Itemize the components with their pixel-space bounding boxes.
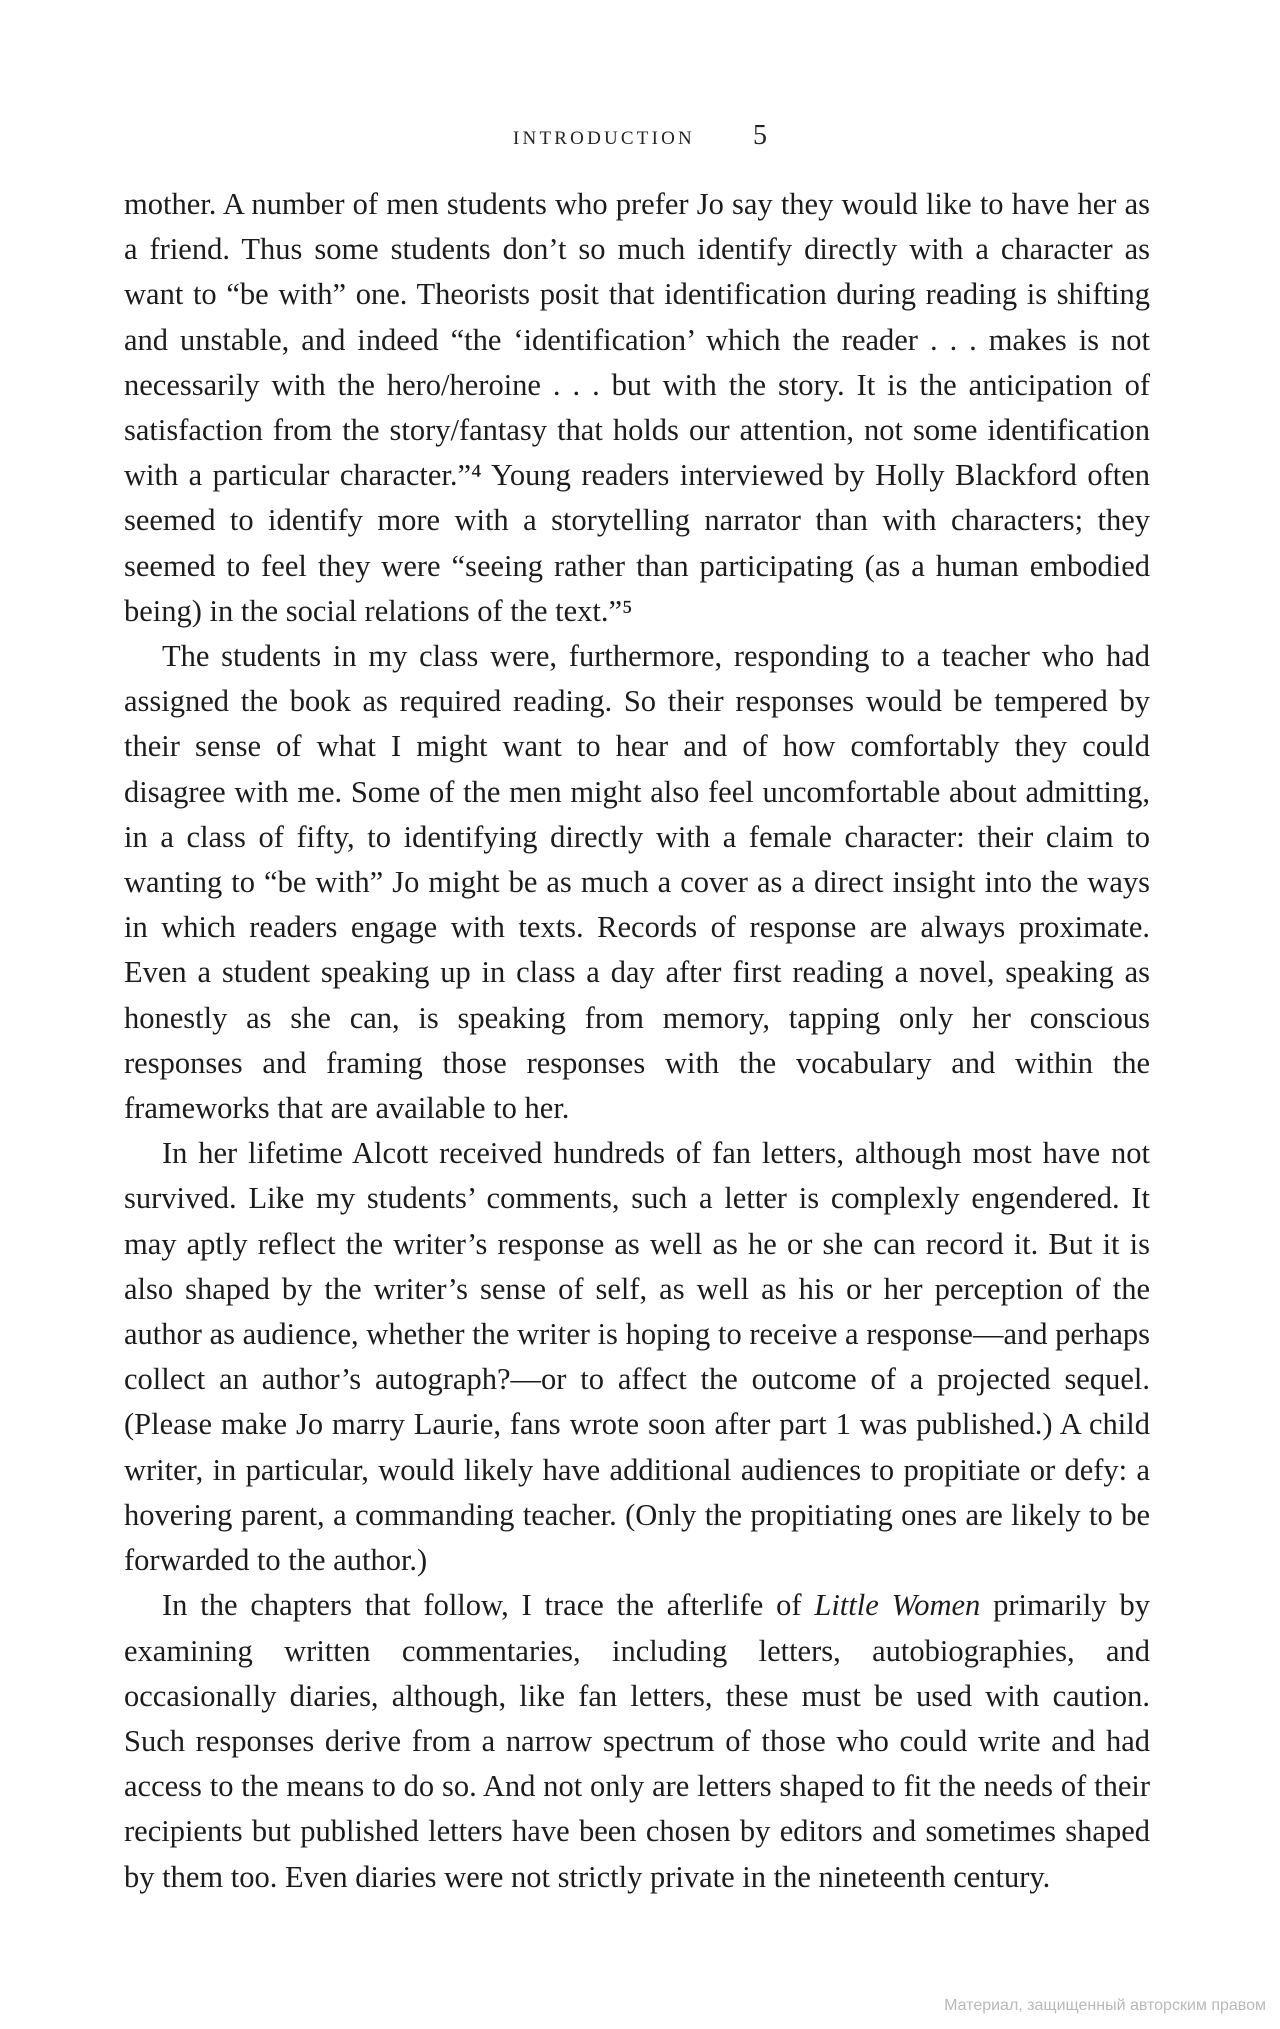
copyright-watermark: Материал, защищенный авторским правом — [944, 1997, 1266, 2014]
page-number: 5 — [752, 120, 767, 151]
running-header — [0, 120, 1280, 152]
running-head-title: INTRODUCTION — [513, 128, 695, 149]
paragraph-4-end: primarily by examining written commentaries, including letters, autobiographies, and occasionally diaries, although, like fan letters, these must be used with caution. Such responses derive from a narrow spectrum of those who could write and had access to the means to do so. And not only are letters shaped to fit the needs of their recipients but published letters have been chosen by editors and sometimes shaped by them too. Even diaries were not strictly private in the nineteenth century. — [124, 1588, 1150, 1894]
paragraph-4-start: In the chapters that follow, I trace the afterlife of — [162, 1588, 815, 1623]
paragraph-4 — [124, 1583, 1150, 1899]
book-title-italic: Little Women — [814, 1588, 981, 1623]
body-text — [124, 182, 1150, 1900]
paragraph-3: In her lifetime Alcott received hundreds of fan letters, although most have not survived. Like my students’ comments, such a letter is complexly engendered. It may aptly reflect the writer’s response as well as he or she can record it. But it is also shaped by the writer’s sense of self, as well as his or her perception of the author as audience, whether the writer is hoping to receive a response—and perhaps collect an author’s autograph?—or to affect the outcome of a projected sequel. (Please make Jo marry Laurie, fans wrote soon after part 1 was published.) A child writer, in particular, would likely have additional audiences to propitiate or defy: a hovering parent, a commanding teacher. (Only the propitiating ones are likely to be forwarded to the author.) — [124, 1136, 1150, 1578]
paragraph-2: The students in my class were, furthermore, responding to a teacher who had assigned the book as required reading. So their responses would be tempered by their sense of what I might want to hear and of how comfortably they could disagree with me. Some of the men might also feel uncomfortable about admitting, in a class of fifty, to identifying directly with a female character: their claim to wanting to “be with” Jo might be as much a cover as a direct insight into the ways in which readers engage with texts. Records of response are always proximate. Even a student speaking up in class a day after first reading a novel, speaking as honestly as she can, is speaking from memory, tapping only her conscious responses and framing those responses with the vocabulary and within the frameworks that are available to her. — [124, 639, 1150, 1126]
paragraph-1: mother. A number of men students who prefer Jo say they would like to have her as a friend. Thus some students don’t so much identify directly with a character as want to “be with” one. Theorists posit that identification during reading is shifting and unstable, and indeed “the ‘identification’ which the reader . . . makes is not necessarily with the hero/heroine . . . but with the story. It is the anticipation of satisfaction from the story/fantasy that holds our attention, not some identification with a particular character.”⁴ Young readers interviewed by Holly Blackford often seemed to identify more with a storytelling narrator than with characters; they seemed to feel they were “seeing rather than participating (as a human embodied being) in the social relations of the text.”⁵ — [124, 187, 1150, 628]
